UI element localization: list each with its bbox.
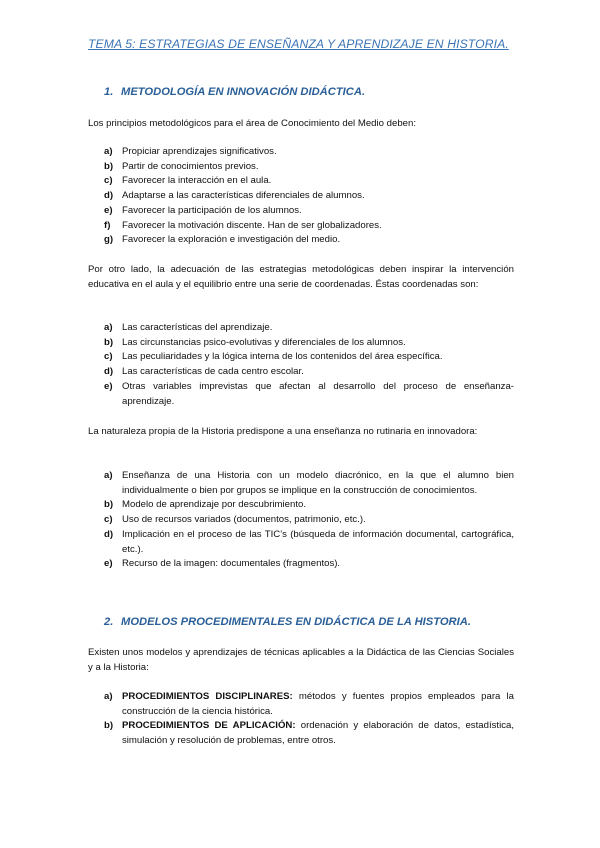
list-item: f) Favorecer la motivación discente. Han de ser globalizadores.	[104, 219, 382, 231]
list-item: c) Las peculiaridades y la lógica interna de los contenidos del área específica.	[104, 351, 443, 363]
section-2-number: 2.	[104, 616, 114, 628]
coordinates-intro: Por otro lado, la adecuación de las estrategias metodológicas deben inspirar la intervención educativa en el aula y el equilibrio entre una serie de coordenadas. Éstas coordenadas son:	[88, 264, 514, 290]
section-2-title: MODELOS PROCEDIMENTALES EN DIDÁCTICA DE LA HISTORIA.	[121, 616, 471, 628]
principles-list	[104, 145, 514, 248]
procedures-list	[104, 690, 514, 749]
list-item: a) Enseñanza de una Historia con un modelo diacrónico, en la que el alumno bien individualmente o bien por grupos se implique en la construcción de conocimientos.	[104, 470, 514, 496]
section-2-intro: Existen unos modelos y aprendizajes de técnicas aplicables a la Didáctica de las Ciencias Sociales y a la Historia:	[88, 647, 514, 673]
history-list	[104, 469, 514, 572]
list-item: e) Recurso de la imagen: documentales (fragmentos).	[104, 558, 341, 570]
list-item: d) Implicación en el proceso de las TIC’s (búsqueda de información documental, cartográfica, etc.).	[104, 528, 514, 555]
list-item: a) PROCEDIMIENTOS DISCIPLINARES: métodos y fuentes propios empleados para la construcción de la ciencia histórica.	[104, 691, 514, 717]
list-item: d) Adaptarse a las características diferenciales de alumnos.	[104, 190, 365, 202]
list-item: a) Propiciar aprendizajes significativos.	[104, 146, 277, 157]
section-1-title: METODOLOGÍA EN INNOVACIÓN DIDÁCTICA.	[121, 86, 366, 98]
list-item: d) Las características de cada centro escolar.	[104, 366, 304, 378]
list-item: e) Otras variables imprevistas que afectan al desarrollo del proceso de enseñanza-aprendizaje.	[104, 380, 514, 407]
section-1-number: 1.	[104, 86, 114, 98]
list-item: b) PROCEDIMIENTOS DE APLICACIÓN: ordenación y elaboración de datos, estadística, simulación y resolución de problemas, entre otros.	[104, 720, 514, 747]
list-item: b) Las circunstancias psico-evolutivas y diferenciales de los alumnos.	[104, 336, 406, 348]
list-item: g) Favorecer la exploración e investigación del medio.	[104, 234, 341, 246]
list-item: b) Modelo de aprendizaje por descubrimiento.	[104, 499, 306, 511]
history-intro: La naturaleza propia de la Historia predispone a una enseñanza no rutinaria en innovadora:	[88, 426, 478, 437]
list-item: b) Partir de conocimientos previos.	[104, 160, 259, 172]
procedure-label: PROCEDIMIENTOS DISCIPLINARES:	[122, 691, 293, 702]
procedure-label: PROCEDIMIENTOS DE APLICACIÓN:	[122, 720, 296, 732]
list-item: c) Uso de recursos variados (documentos, patrimonio, etc.).	[104, 514, 366, 526]
section-1-intro: Los principios metodológicos para el área de Conocimiento del Medio deben:	[88, 118, 416, 129]
list-item: a) Las características del aprendizaje.	[104, 322, 273, 333]
document-title: TEMA 5: ESTRATEGIAS DE ENSEÑANZA Y APRENDIZAJE EN HISTORIA.	[88, 37, 509, 51]
list-item: c) Favorecer la interacción en el aula.	[104, 175, 272, 187]
section-1-heading	[104, 86, 365, 98]
coordinates-list	[104, 321, 514, 409]
list-item: e) Favorecer la participación de los alumnos.	[104, 204, 302, 216]
section-2-heading	[104, 616, 471, 628]
